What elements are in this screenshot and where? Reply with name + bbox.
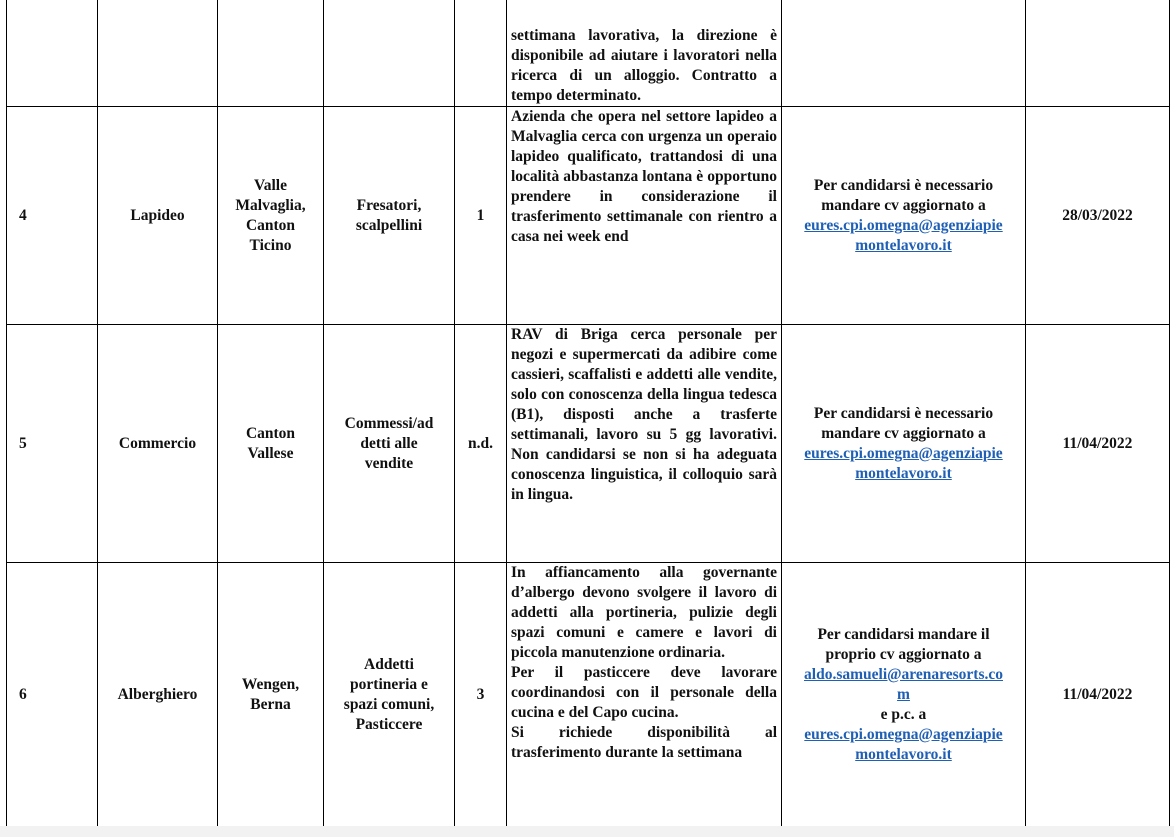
sector-cell [98, 563, 218, 827]
description-cell [507, 325, 782, 563]
contact-cell [782, 107, 1026, 325]
role-line: portineria e [350, 675, 428, 693]
role-cell [324, 0, 455, 107]
location-line: Berna [250, 695, 291, 713]
contact-cell [782, 0, 1026, 107]
contact-line: e p.c. a [880, 705, 927, 723]
location-line: Valle [253, 176, 287, 194]
publication-date: 11/04/2022 [1062, 685, 1133, 703]
email-link[interactable]: montelavoro.it [855, 236, 952, 254]
email-link[interactable]: eures.cpi.omegna@agenziapie [804, 216, 1003, 234]
quantity-value: 1 [476, 206, 485, 224]
description-paragraph: Per il pasticcere deve lavorare coordinandosi con il personale della cucina e del Capo cucina. [511, 664, 777, 721]
job-offers-table [6, 0, 1170, 827]
date-cell [1026, 107, 1170, 325]
email-link[interactable]: montelavoro.it [855, 745, 952, 763]
description-cell [507, 107, 782, 325]
role-line: Commessi/ad [344, 414, 434, 432]
role-cell [324, 325, 455, 563]
contact-line: mandare cv aggiornato a [821, 424, 986, 442]
sector-cell [98, 0, 218, 107]
quantity-value: 3 [476, 685, 485, 703]
description-paragraph: Si richiede disponibilità al trasferimento durante la settimana [511, 724, 777, 761]
role-cell [324, 563, 455, 827]
date-cell [1026, 325, 1170, 563]
sector-label: Alberghiero [117, 685, 198, 703]
location-cell [218, 107, 324, 325]
location-line: Wengen, [241, 675, 300, 693]
sector-label: Lapideo [130, 206, 185, 224]
table-row [7, 325, 1170, 563]
row-number: 4 [19, 206, 27, 224]
table-row [7, 0, 1170, 107]
date-cell [1026, 563, 1170, 827]
role-line: Pasticcere [355, 715, 423, 733]
contact-line: proprio cv aggiornato a [825, 645, 982, 663]
row-number: 6 [19, 685, 27, 703]
publication-date: 11/04/2022 [1062, 434, 1133, 452]
row-number-cell [7, 0, 98, 107]
location-cell [218, 563, 324, 827]
row-number-cell [7, 563, 98, 827]
location-line: Malvaglia, [235, 196, 306, 214]
email-link[interactable]: m [897, 685, 910, 703]
sector-label: Commercio [118, 434, 197, 452]
description-paragraph: Azienda che opera nel settore lapideo a Malvaglia cerca con urgenza un operaio lapideo qualificato, trattandosi di una località abbastanza lontana è opportuno prendere in considerazione il trasferimento settimanale con rientro a casa nei week end [511, 108, 777, 245]
contact-cell [782, 325, 1026, 563]
location-cell [218, 0, 324, 107]
location-line: Vallese [247, 444, 294, 462]
quantity-cell [455, 0, 507, 107]
description-cell [507, 563, 782, 827]
table-row [7, 563, 1170, 827]
sector-cell [98, 325, 218, 563]
row-number: 5 [19, 434, 27, 452]
description-cell [507, 0, 782, 107]
quantity-cell [455, 563, 507, 827]
role-cell [324, 107, 455, 325]
publication-date: 28/03/2022 [1062, 206, 1133, 224]
email-link[interactable]: eures.cpi.omegna@agenziapie [804, 725, 1003, 743]
location-line: Canton [245, 424, 296, 442]
sector-cell [98, 107, 218, 325]
role-line: Addetti [364, 655, 414, 673]
role-line: Fresatori, [356, 196, 422, 214]
contact-cell [782, 563, 1026, 827]
quantity-cell [455, 107, 507, 325]
role-line: scalpellini [355, 216, 423, 234]
date-cell [1026, 0, 1170, 107]
contact-line: Per candidarsi è necessario [813, 404, 994, 422]
contact-line: Per candidarsi mandare il [817, 625, 990, 643]
description-paragraph: RAV di Briga cerca personale per negozi e supermercati da adibire come cassieri, scaffalisti e addetti alle vendite, solo con conoscenza della lingua tedesca (B1), disposti anche a trasferte settimanali, lavoro su 5 gg lavorativi. Non candidarsi se non si ha adeguata conoscenza linguistica, il colloquio sarà in lingua. [511, 326, 777, 503]
contact-line: Per candidarsi è necessario [813, 176, 994, 194]
role-line: detti alle [360, 434, 418, 452]
description-paragraph: In affiancamento alla governante d’albergo devono svolgere il lavoro di addetti alla portineria, pulizie degli spazi comuni e camere e lavori di piccola manutenzione ordinaria. [511, 564, 777, 661]
location-line: Canton [245, 216, 296, 234]
location-cell [218, 325, 324, 563]
role-line: vendite [364, 454, 414, 472]
table-row [7, 107, 1170, 325]
contact-line: mandare cv aggiornato a [821, 196, 986, 214]
email-link[interactable]: aldo.samueli@arenaresorts.co [804, 665, 1003, 683]
quantity-cell [455, 325, 507, 563]
page-bottom-edge [0, 826, 1174, 837]
row-number-cell [7, 325, 98, 563]
location-line: Ticino [249, 236, 292, 254]
description-paragraph: settimana lavorativa, la direzione è disponibile ad aiutare i lavoratori nella ricerca di un alloggio. Contratto a tempo determinato. [511, 27, 777, 104]
role-line: spazi comuni, [343, 695, 435, 713]
email-link[interactable]: eures.cpi.omegna@agenziapie [804, 444, 1003, 462]
quantity-value: n.d. [468, 434, 493, 452]
email-link[interactable]: montelavoro.it [855, 464, 952, 482]
row-number-cell [7, 107, 98, 325]
